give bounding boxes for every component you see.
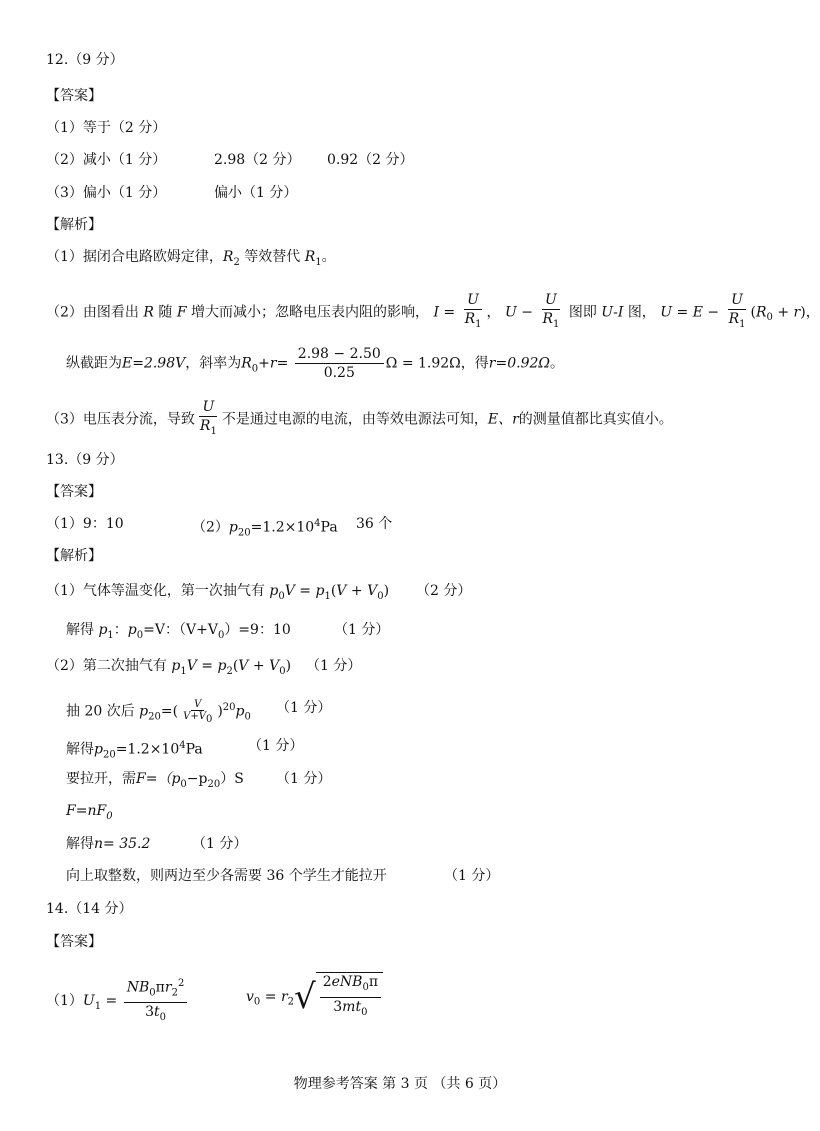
q13-step-9: 向上取整数，则两边至少各需要 36 个学生才能拉开 <box>66 868 387 884</box>
q13-step-6: 要拉开，需$F=(p_0-p_{20})S$ <box>66 771 244 790</box>
q12-answer-1: （1）等于（2 分） <box>46 120 167 136</box>
q12-answer-label: 【答案】 <box>46 88 102 104</box>
q12-answer-3b: 偏小（1 分） <box>214 185 298 201</box>
q13-step-8-score: （1 分） <box>192 836 248 852</box>
q13-step-6-score: （1 分） <box>276 771 332 787</box>
q13-answer-1: （1）9：10 <box>46 516 124 532</box>
q12-header: 12.（9 分） <box>46 52 124 68</box>
q13-step-4: 抽 20 次后 $p_{20}=$( $\frac{V}{V+V_0}$ )$^{20}p_0$ <box>66 698 251 725</box>
q12-answer-3a: （3）偏小（1 分） <box>46 185 167 201</box>
q14-header: 14.（14 分） <box>46 901 133 917</box>
q13-step-9-score: （1 分） <box>444 868 500 884</box>
sqrt-icon: √ $\frac{2eNB_0\pi}{3mt_0}$ <box>294 972 383 1022</box>
q13-step-4-score: （1 分） <box>276 700 332 716</box>
q13-step-2: 解得 $p_1$：$p_0=V$：$(V+V_0)=9$：10 <box>66 622 291 641</box>
q12-explain-1: （1）据闭合电路欧姆定律，$R_2$ 等效替代 $R_1$。 <box>46 249 336 268</box>
fraction-u-over-r1: $\frac{U}{R_1}$ <box>199 399 217 437</box>
q12-explain-4: （3）电压表分流，导致 $\frac{U}{R_1}$ 不是通过电源的电流，由等效电源法可知，E、r的测量值都比真实值小。 <box>46 398 673 441</box>
u1-fraction: $\frac{NB_0\pi r_2^2}{3t_0}$ <box>124 975 188 1027</box>
fraction-u-over-r1: $\frac{U}{R_1}$ <box>728 292 746 330</box>
q13-step-5: 解得$p_{20}=1.2\times 10^4Pa$ <box>66 740 203 761</box>
page-footer: 物理参考答案 第 3 页 （共 6 页） <box>293 1076 507 1092</box>
q14-answer-label: 【答案】 <box>46 934 102 950</box>
q13-step-3: （2）第二次抽气有 $p_1V = p_2(V + V_0)$ <box>46 658 292 677</box>
q12-answer-2a: （2）减小（1 分） <box>46 152 167 168</box>
q13-answer-3: 36 个 <box>356 516 393 532</box>
q13-header: 13.（9 分） <box>46 452 124 468</box>
q13-analysis-label: 【解析】 <box>46 548 102 564</box>
q13-step-7: $F=nF_0$ <box>66 803 113 822</box>
q14-answer-2: $v_0 = r_2$ √ $\frac{2eNB_0\pi}{3mt_0}$ <box>246 972 383 1022</box>
q12-explain-2: （2）由图看出 R 随 F 增大而减小；忽略电压表内阻的影响， I = $\frac{U}{R_1}$ ， U − $\frac{U}{R_1}$ 图即 U-I 图， U = E − $\frac{U}{R_1}$ $(R_0 + r)$， <box>46 291 820 334</box>
q13-step-1-score: （2 分） <box>416 583 472 599</box>
fraction-u-over-r1: $\frac{U}{R_1}$ <box>464 292 482 330</box>
q12-answer-2c: 0.92（2 分） <box>327 152 414 168</box>
q12-answer-2b: 2.98（2 分） <box>214 152 301 168</box>
q13-step-3-score: （1 分） <box>306 658 362 674</box>
q13-step-1: （1）气体等温变化，第一次抽气有 $p_0V = p_1(V + V_0)$ <box>46 583 390 602</box>
q13-step-5-score: （1 分） <box>248 738 304 754</box>
fraction-u-over-r1: $\frac{U}{R_1}$ <box>542 292 560 330</box>
q12-explain-3: 纵截距为E=2.98V，斜率为$R_0+r=$ $\frac{2.98 - 2.50}{0.25}$ Ω = 1.92Ω，得r=0.92Ω。 <box>66 346 564 381</box>
q12-analysis-label: 【解析】 <box>46 217 102 233</box>
slope-fraction: $\frac{2.98 - 2.50}{0.25}$ <box>295 345 384 382</box>
q13-answer-label: 【答案】 <box>46 484 102 500</box>
q13-step-2-score: （1 分） <box>334 622 390 638</box>
q13-answer-2: $(2)p_{20}=1.2\times 10^4Pa$ <box>192 518 338 539</box>
q13-step-8: 解得n= 35.2 <box>66 836 151 852</box>
q14-answer-1: $(1)U_1$ = $\frac{NB_0\pi r_2^2}{3t_0}$ <box>46 975 189 1027</box>
